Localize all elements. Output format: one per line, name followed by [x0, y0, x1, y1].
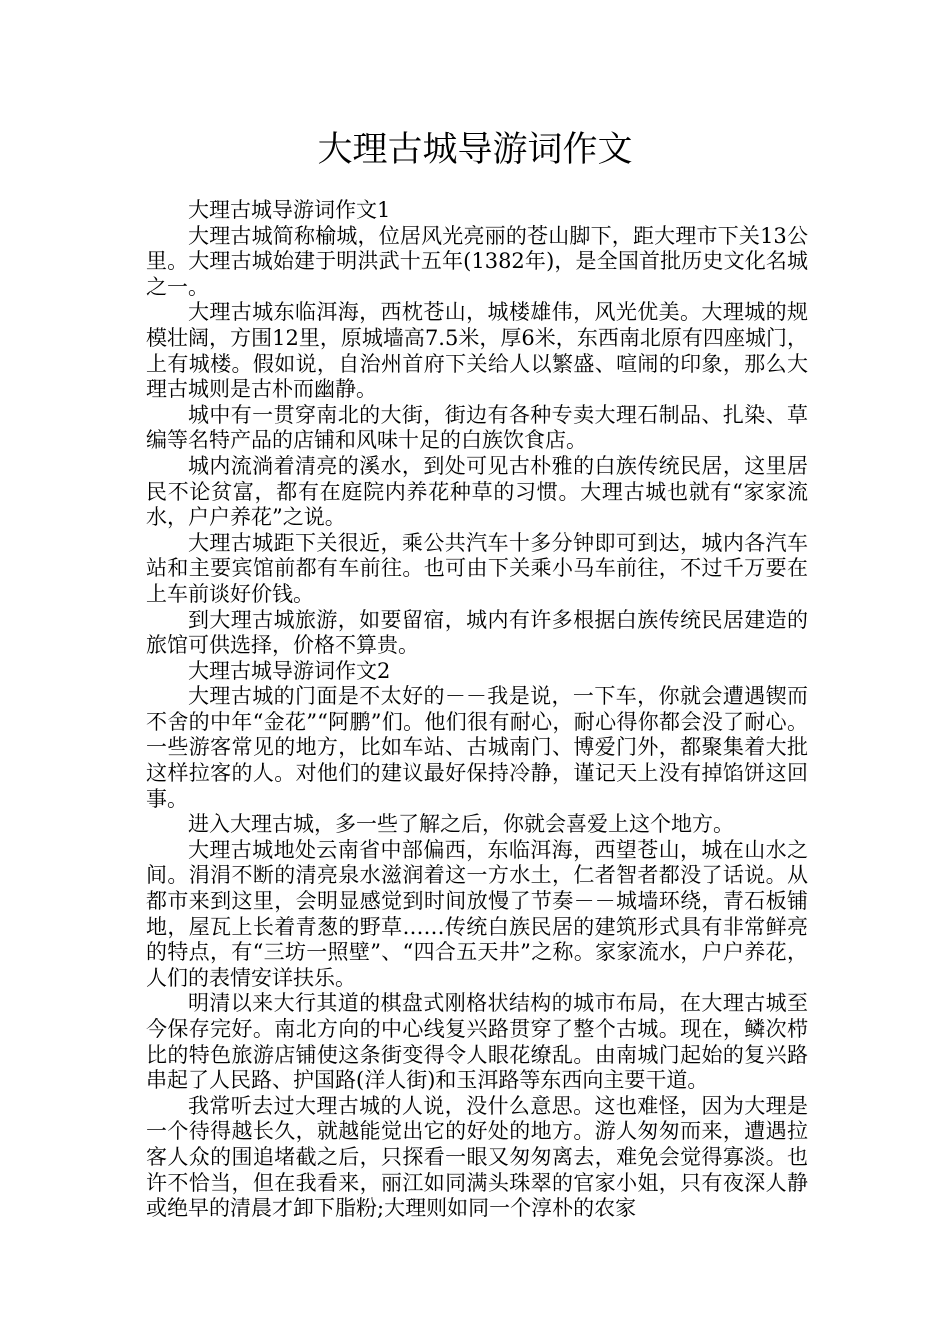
paragraph: 大理古城东临洱海，西枕苍山，城楼雄伟，风光优美。大理城的规模壮阔，方围12里，原城墙高7.5米，厚6米，东西南北原有四座城门，上有城楼。假如说，自治州首府下关给人以繁盛、喧闹的印象，那么大理古城则是古朴而幽静。	[146, 300, 808, 402]
paragraph: 大理古城简称榆城，位居风光亮丽的苍山脚下，距大理市下关13公里。大理古城始建于明洪武十五年(1382年)，是全国首批历史文化名城之一。	[146, 223, 808, 299]
section-heading: 大理古城导游词作文1	[188, 198, 391, 222]
paragraph: 大理古城距下关很近，乘公共汽车十多分钟即可到达，城内各汽车站和主要宾馆前都有车前往。也可由下关乘小马车前往，不过千万要在上车前谈好价钱。	[146, 530, 808, 606]
paragraph: 明清以来大行其道的棋盘式刚格状结构的城市布局，在大理古城至今保存完好。南北方向的中心线复兴路贯穿了整个古城。现在，鳞次栉比的特色旅游店铺使这条街变得令人眼花缭乱。由南城门起始的复兴路串起了人民路、护国路(洋人街)和玉洱路等东西向主要干道。	[146, 991, 808, 1093]
document-title: 大理古城导游词作文	[317, 130, 633, 170]
paragraph: 大理古城的门面是不太好的－－我是说，一下车，你就会遭遇锲而不舍的中年“金花”“阿鹏”们。他们很有耐心，耐心得你都会没了耐心。一些游客常见的地方，比如车站、古城南门、博爱门外，都聚集着大批这样拉客的人。对他们的建议最好保持冷静，谨记天上没有掉馅饼这回事。	[146, 684, 808, 811]
paragraph: 进入大理古城，多一些了解之后，你就会喜爱上这个地方。	[188, 812, 734, 837]
paragraph: 大理古城地处云南省中部偏西，东临洱海，西望苍山，城在山水之间。涓涓不断的清亮泉水滋润着这一方水土，仁者智者都没了话说。从都市来到这里，会明显感觉到时间放慢了节奏－－城墙环绕，青石板铺地，屋瓦上长着青葱的野草……传统白族民居的建筑形式具有非常鲜亮的特点，有“三坊一照壁”、“四合五天井”之称。家家流水，户户养花，人们的表情安详扶乐。	[146, 837, 808, 990]
paragraph: 城内流淌着清亮的溪水，到处可见古朴雅的白族传统民居，这里居民不论贫富，都有在庭院内养花种草的习惯。大理古城也就有“家家流水，户户养花”之说。	[146, 453, 808, 530]
paragraph: 城中有一贯穿南北的大街，街边有各种专卖大理石制品、扎染、草编等名特产品的店铺和风味十足的白族饮食店。	[146, 402, 808, 453]
document-body	[146, 198, 808, 1222]
paragraph: 我常听去过大理古城的人说，没什么意思。这也难怪，因为大理是一个待得越长久，就越能觉出它的好处的地方。游人匆匆而来，遭遇拉客人众的围追堵截之后，只探看一眼又匆匆离去，难免会觉得寡淡。也许不恰当，但在我看来，丽江如同满头珠翠的官家小姐，只有夜深人静或绝早的清晨才卸下脂粉;大理则如同一个淳朴的农家	[146, 1093, 808, 1221]
paragraph: 到大理古城旅游，如要留宿，城内有许多根据白族传统民居建造的旅馆可供选择，价格不算贵。	[146, 607, 808, 658]
section-heading: 大理古城导游词作文2	[188, 658, 391, 683]
